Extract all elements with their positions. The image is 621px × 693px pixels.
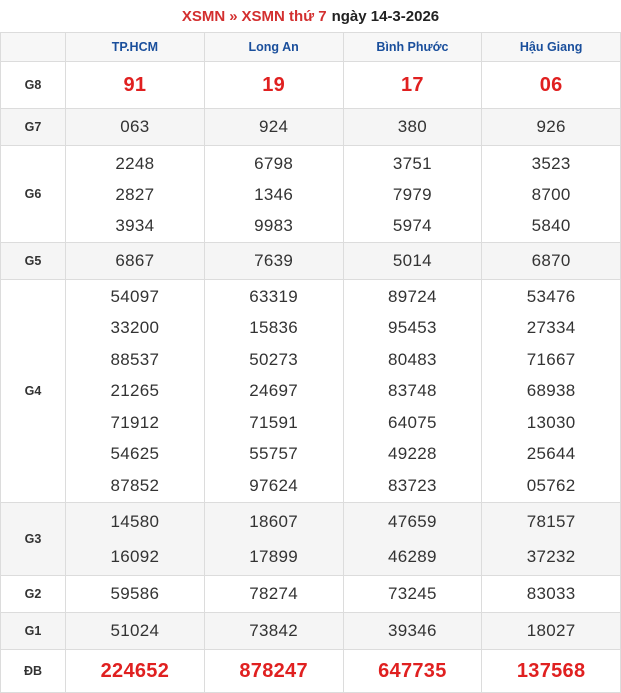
number: 6798 — [254, 153, 294, 173]
cell-g5-haugiang: 6870 — [482, 243, 621, 280]
number: 47659 — [387, 512, 437, 531]
number: 21265 — [110, 381, 160, 401]
cell-g7-tphcm: 063 — [66, 109, 205, 146]
number: 64075 — [387, 412, 437, 432]
cell-db-tphcm: 224652 — [66, 650, 205, 693]
cell-g4-longan — [204, 280, 343, 503]
prize-label-g5: G5 — [1, 243, 66, 280]
cell-db-haugiang: 137568 — [482, 650, 621, 693]
title-day: XSMN thứ 7 — [241, 7, 327, 25]
prize-label-g2: G2 — [1, 576, 66, 613]
number: 68938 — [526, 381, 576, 401]
cell-g1-haugiang: 18027 — [482, 613, 621, 650]
column-header-tphcm[interactable]: TP.HCM — [66, 33, 205, 62]
cell-g8-haugiang: 06 — [482, 62, 621, 109]
cell-g6-binhphuoc — [343, 146, 482, 243]
number: 54625 — [110, 444, 160, 464]
number: 37232 — [526, 547, 576, 566]
number: 53476 — [526, 287, 576, 307]
cell-g7-longan: 924 — [204, 109, 343, 146]
table-row — [1, 503, 621, 576]
cell-g6-haugiang — [482, 146, 621, 243]
number: 78157 — [526, 512, 576, 531]
cell-g7-binhphuoc: 380 — [343, 109, 482, 146]
number: 87852 — [110, 475, 160, 495]
cell-g4-tphcm — [66, 280, 205, 503]
table-row — [1, 146, 621, 243]
table-row — [1, 243, 621, 280]
table-row — [1, 650, 621, 693]
table-row — [1, 109, 621, 146]
page-title — [0, 0, 621, 32]
number: 71591 — [249, 412, 299, 432]
cell-g1-binhphuoc: 39346 — [343, 613, 482, 650]
cell-g8-binhphuoc: 17 — [343, 62, 482, 109]
results-table — [0, 32, 621, 693]
number: 14580 — [110, 512, 160, 531]
number: 83723 — [387, 475, 437, 495]
number: 3934 — [115, 215, 155, 235]
column-header-prize — [1, 33, 66, 62]
number: 71667 — [526, 349, 576, 369]
cell-g3-binhphuoc — [343, 503, 482, 576]
cell-g8-tphcm: 91 — [66, 62, 205, 109]
cell-g8-longan: 19 — [204, 62, 343, 109]
prize-label-g7: G7 — [1, 109, 66, 146]
prize-label-db: ĐB — [1, 650, 66, 693]
cell-g3-haugiang — [482, 503, 621, 576]
cell-g7-haugiang: 926 — [482, 109, 621, 146]
table-header-row — [1, 33, 621, 62]
cell-g2-haugiang: 83033 — [482, 576, 621, 613]
number: 50273 — [249, 349, 299, 369]
cell-g5-longan: 7639 — [204, 243, 343, 280]
number: 1346 — [254, 184, 294, 204]
number: 18607 — [249, 512, 299, 531]
number: 71912 — [110, 412, 160, 432]
number: 55757 — [249, 444, 299, 464]
number: 9983 — [254, 215, 294, 235]
number: 27334 — [526, 318, 576, 338]
number: 5840 — [531, 215, 571, 235]
number: 49228 — [387, 444, 437, 464]
number: 15836 — [249, 318, 299, 338]
number: 88537 — [110, 349, 160, 369]
cell-g6-tphcm — [66, 146, 205, 243]
number: 54097 — [110, 287, 160, 307]
number: 97624 — [249, 475, 299, 495]
cell-db-longan: 878247 — [204, 650, 343, 693]
table-row — [1, 280, 621, 503]
title-date: ngày 14-3-2026 — [331, 7, 440, 25]
number: 2827 — [115, 184, 155, 204]
column-header-binhphuoc[interactable]: Bình Phước — [343, 33, 482, 62]
cell-g6-longan — [204, 146, 343, 243]
table-row — [1, 576, 621, 613]
title-separator: » — [229, 7, 238, 25]
number: 16092 — [110, 547, 160, 566]
cell-g2-tphcm: 59586 — [66, 576, 205, 613]
number: 05762 — [526, 475, 576, 495]
number: 25644 — [526, 444, 576, 464]
number: 7979 — [392, 184, 432, 204]
number: 33200 — [110, 318, 160, 338]
number: 83748 — [387, 381, 437, 401]
number: 5974 — [392, 215, 432, 235]
column-header-haugiang[interactable]: Hậu Giang — [482, 33, 621, 62]
title-region: XSMN — [181, 7, 226, 25]
number: 17899 — [249, 547, 299, 566]
cell-g5-tphcm: 6867 — [66, 243, 205, 280]
cell-g1-longan: 73842 — [204, 613, 343, 650]
cell-g5-binhphuoc: 5014 — [343, 243, 482, 280]
cell-g2-longan: 78274 — [204, 576, 343, 613]
cell-g3-tphcm — [66, 503, 205, 576]
prize-label-g6: G6 — [1, 146, 66, 243]
prize-label-g3: G3 — [1, 503, 66, 576]
cell-g4-haugiang — [482, 280, 621, 503]
number: 2248 — [115, 153, 155, 173]
number: 80483 — [387, 349, 437, 369]
number: 24697 — [249, 381, 299, 401]
cell-db-binhphuoc: 647735 — [343, 650, 482, 693]
prize-label-g4: G4 — [1, 280, 66, 503]
number: 46289 — [387, 547, 437, 566]
cell-g3-longan — [204, 503, 343, 576]
cell-g4-binhphuoc — [343, 280, 482, 503]
number: 95453 — [387, 318, 437, 338]
prize-label-g8: G8 — [1, 62, 66, 109]
table-row — [1, 62, 621, 109]
number: 89724 — [387, 287, 437, 307]
table-row — [1, 613, 621, 650]
number: 13030 — [526, 412, 576, 432]
cell-g1-tphcm: 51024 — [66, 613, 205, 650]
number: 63319 — [249, 287, 299, 307]
number: 3523 — [531, 153, 571, 173]
cell-g2-binhphuoc: 73245 — [343, 576, 482, 613]
number: 8700 — [531, 184, 571, 204]
prize-label-g1: G1 — [1, 613, 66, 650]
number: 3751 — [392, 153, 432, 173]
column-header-longan[interactable]: Long An — [204, 33, 343, 62]
